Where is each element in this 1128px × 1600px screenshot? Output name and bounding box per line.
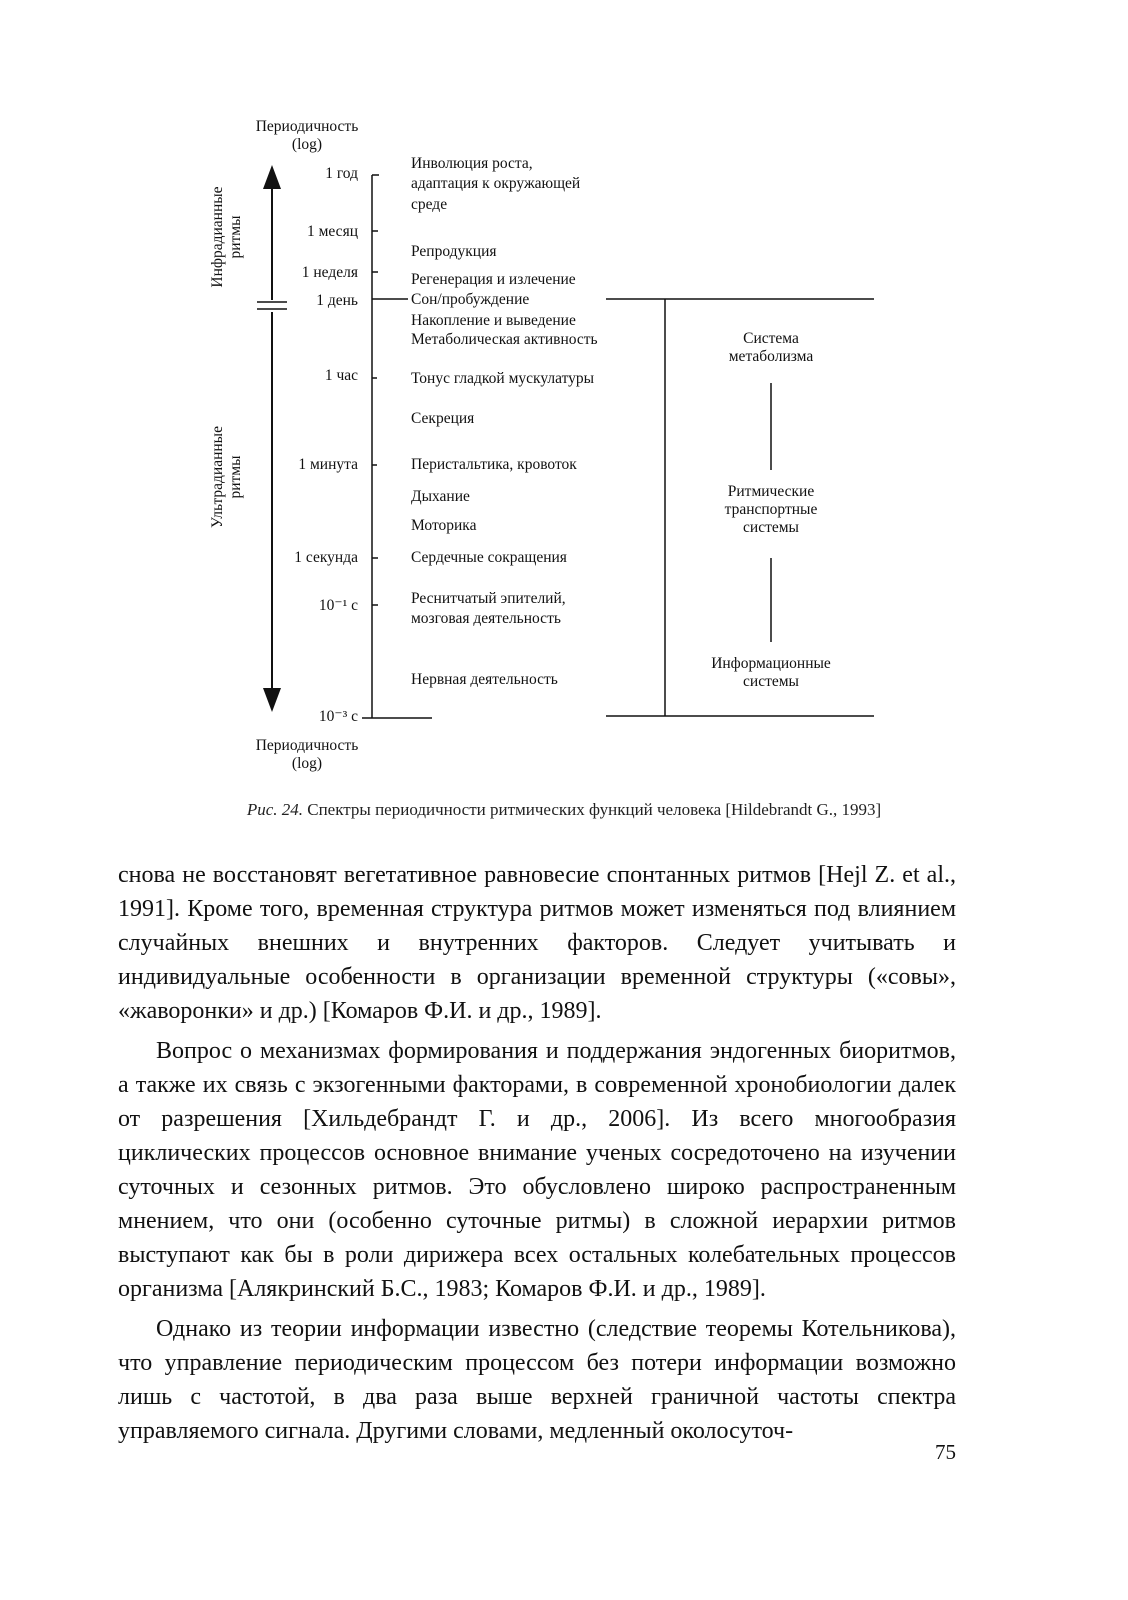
function-label: среде <box>411 196 448 213</box>
tick-label: 10⁻¹ с <box>318 597 358 614</box>
function-label: Регенерация и излечение <box>411 271 576 288</box>
caption-text: Спектры периодичности ритмических функций человека [Hildebrandt G., 1993] <box>303 800 882 819</box>
function-label: мозговая деятельность <box>411 610 561 627</box>
tick-label: 1 год <box>325 165 358 182</box>
function-label: Секреция <box>411 410 475 427</box>
function-label: Сон/пробуждение <box>411 291 530 308</box>
group-label-infradian: Инфрадианные ритмы <box>209 186 244 288</box>
paragraph: Вопрос о механизмах формирования и поддержания эндогенных биоритмов, а также их связь с экзогенными факторами, в современной хронобиологии далек от разрешения [Хильдебрандт Г. и др., 2006]. Из всего многообразия циклических процессов основное внимание ученых сосредоточено на изучении суточных и сезонных ритмов. Это обусловлено широко распространенным мнением, что они (особенно суточные ритмы) в сложной иерархии ритмов выступают как бы в роли дирижера всех остальных колебательных процессов организма [Алякринский Б.С., 1983; Комаров Ф.И. и др., 1989]. <box>118 1038 956 1302</box>
paragraph: снова не восстановят вегетативное равновесие спонтанных ритмов [Hejl Z. et al., 1991]. Кроме того, временная структура ритмов может изменяться под влиянием случайных внешних и внутренних факторов. Следует учитывать и индивидуальные особенности в организации временной структуры («совы», «жаворонки» и др.) [Комаров Ф.И. и др., 1989]. <box>118 862 956 1024</box>
figure-caption <box>0 800 1128 820</box>
body-text <box>118 858 956 1454</box>
function-label: Нервная деятельность <box>411 671 558 688</box>
group-label-ultradian: Ультрадианные ритмы <box>209 426 244 528</box>
system-label-information: Информационные системы <box>711 655 831 690</box>
function-label: Сердечные сокращения <box>411 549 567 566</box>
function-label: Перистальтика, кровоток <box>411 456 577 473</box>
tick-label: 1 месяц <box>306 223 358 240</box>
system-label-metabolism: Система метаболизма <box>728 330 814 365</box>
tick-label: 1 секунда <box>294 549 358 566</box>
function-label: Реснитчатый эпителий, <box>411 590 566 607</box>
axis-bottom-label: Периодичность (log) <box>255 737 359 772</box>
function-label: Дыхание <box>411 488 470 505</box>
tick-label: 1 день <box>316 292 358 309</box>
paragraph: Однако из теории информации известно (следствие теоремы Котельникова), что управление периодическим процессом без потери информации возможно лишь с частотой, в два раза выше верхней граничной частоты спектра управляемого сигнала. Другими словами, медленный околосуточ- <box>118 1316 956 1444</box>
function-label: Тонус гладкой мускулатуры <box>411 370 595 387</box>
function-label: Моторика <box>411 517 477 534</box>
function-label: Репродукция <box>411 243 497 260</box>
caption-label: Рис. 24. <box>246 800 303 819</box>
function-label: адаптация к окружающей <box>411 175 581 192</box>
tick-label: 1 минута <box>298 456 358 473</box>
axis-top-label: Периодичность (log) <box>255 118 359 153</box>
function-label: Накопление и выведение <box>411 312 576 329</box>
function-label: Инволюция роста, <box>411 155 533 172</box>
system-label-transport: Ритмические транспортные системы <box>724 483 818 536</box>
tick-label: 10⁻³ с <box>318 708 358 725</box>
function-label: Метаболическая активность <box>411 331 598 348</box>
tick-label: 1 неделя <box>301 264 358 281</box>
tick-label: 1 час <box>324 367 358 384</box>
page-number: 75 <box>935 1440 956 1464</box>
